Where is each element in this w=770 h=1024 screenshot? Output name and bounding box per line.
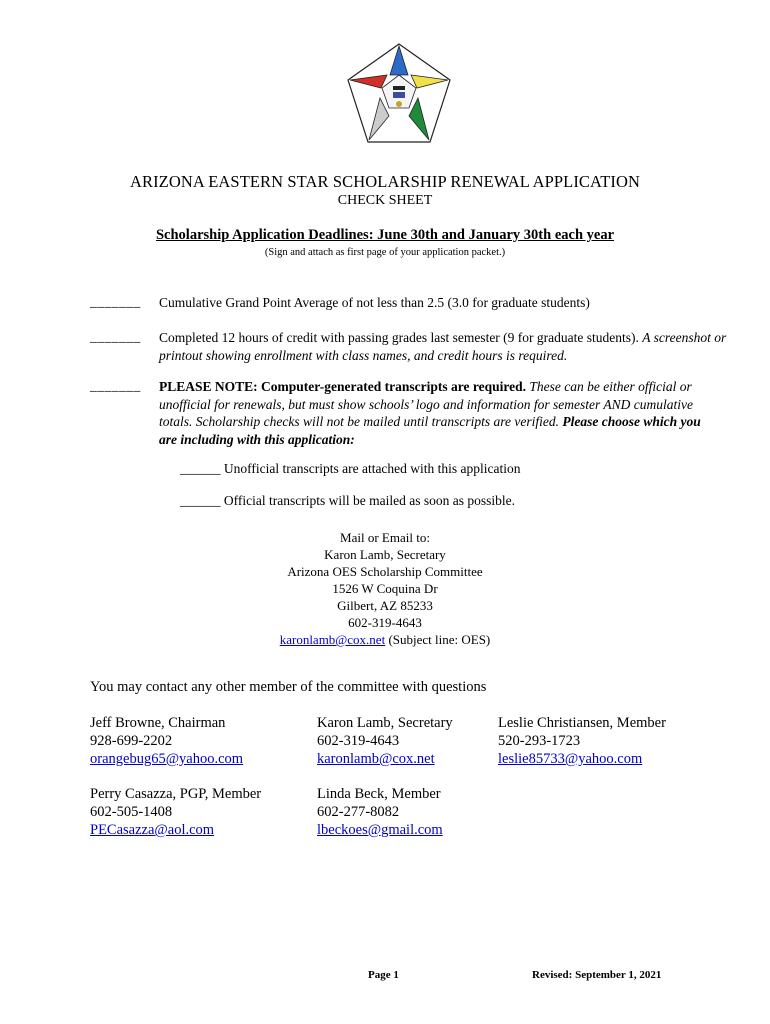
checklist-item-transcripts — [159, 378, 709, 448]
instruction-note: (Sign and attach as first page of your application packet.) — [264, 247, 506, 258]
deadline-heading: Scholarship Application Deadlines: June 30th and January 30th each year — [155, 227, 615, 243]
member-phone: 602-319-4643 — [317, 733, 400, 749]
mailing-address — [0, 529, 770, 648]
checklist-item-text: Completed 12 hours of credit with passing grades last semester (9 for graduate students). — [159, 330, 643, 345]
member-name: Jeff Browne, Chairman — [90, 715, 226, 731]
page-subtitle: CHECK SHEET — [337, 193, 433, 208]
checklist-item-bold-italic: Please choose which you are including with this application: — [159, 414, 701, 447]
member-name: Linda Beck, Member — [317, 786, 441, 802]
checklist-item-italic: A screenshot or printout showing enrollment with class names, and credit hours is required. — [159, 330, 727, 363]
option-text: Unofficial transcripts are attached with this application — [223, 461, 521, 476]
checklist-item-gpa — [159, 294, 749, 312]
member-email-link[interactable]: lbeckoes@gmail.com — [317, 822, 443, 838]
member-email-link[interactable]: orangebug65@yahoo.com — [90, 751, 244, 767]
mail-name: Karon Lamb, Secretary — [324, 547, 446, 562]
member-phone: 602-505-1408 — [90, 804, 173, 820]
member-phone: 520-293-1723 — [498, 733, 581, 749]
contact-intro: You may contact any other member of the committee with questions — [90, 679, 487, 695]
eastern-star-emblem-icon — [344, 42, 454, 146]
mail-heading: Mail or Email to: — [340, 530, 430, 545]
committee-member — [90, 714, 243, 768]
member-email-link[interactable]: PECasazza@aol.com — [90, 822, 215, 838]
member-name: Leslie Christiansen, Member — [498, 715, 666, 731]
option-blank[interactable]: ______ — [180, 461, 221, 476]
committee-member — [498, 714, 666, 768]
mail-street: 1526 W Coquina Dr — [332, 581, 438, 596]
checklist-blank[interactable]: _______ — [90, 329, 141, 344]
option-blank[interactable]: ______ — [180, 493, 221, 508]
checklist-blank[interactable]: _______ — [90, 378, 141, 393]
checklist-item-italic: These can be either official or unofficial for renewals, but must show schools’ logo and information for semester AND cumulative totals. Scholarship checks will not be mailed until transcripts are verified. — [159, 379, 693, 429]
checklist-blank[interactable]: _______ — [90, 294, 141, 309]
member-name: Karon Lamb, Secretary — [317, 715, 453, 731]
transcript-option-official — [180, 493, 515, 509]
mail-phone: 602-319-4643 — [348, 615, 422, 630]
member-phone: 928-699-2202 — [90, 733, 173, 749]
eastern-star-logo — [344, 42, 454, 146]
committee-member — [317, 714, 453, 768]
member-name: Perry Casazza, PGP, Member — [90, 786, 262, 802]
transcript-option-unofficial — [180, 461, 521, 477]
checklist-item-bold: PLEASE NOTE: Computer-generated transcripts are required. — [159, 379, 526, 394]
committee-member — [90, 785, 261, 839]
page-number: Page 1 — [368, 969, 399, 981]
option-text: Official transcripts will be mailed as soon as possible. — [223, 493, 515, 508]
committee-member — [317, 785, 443, 839]
checklist-item-credit-hours — [159, 329, 749, 364]
page-title: ARIZONA EASTERN STAR SCHOLARSHIP RENEWAL APPLICATION — [129, 172, 641, 191]
member-phone: 602-277-8082 — [317, 804, 400, 820]
mail-org: Arizona OES Scholarship Committee — [287, 564, 483, 579]
member-email-link[interactable]: leslie85733@yahoo.com — [498, 751, 643, 767]
checklist-item-text: Cumulative Grand Point Average of not less than 2.5 (3.0 for graduate students) — [159, 295, 590, 310]
member-email-link[interactable]: karonlamb@cox.net — [317, 751, 435, 767]
revision-date: Revised: September 1, 2021 — [532, 969, 662, 981]
mail-email-link[interactable]: karonlamb@cox.net — [279, 632, 386, 647]
mail-city: Gilbert, AZ 85233 — [337, 598, 433, 613]
mail-email-note: (Subject line: OES) — [385, 632, 491, 647]
